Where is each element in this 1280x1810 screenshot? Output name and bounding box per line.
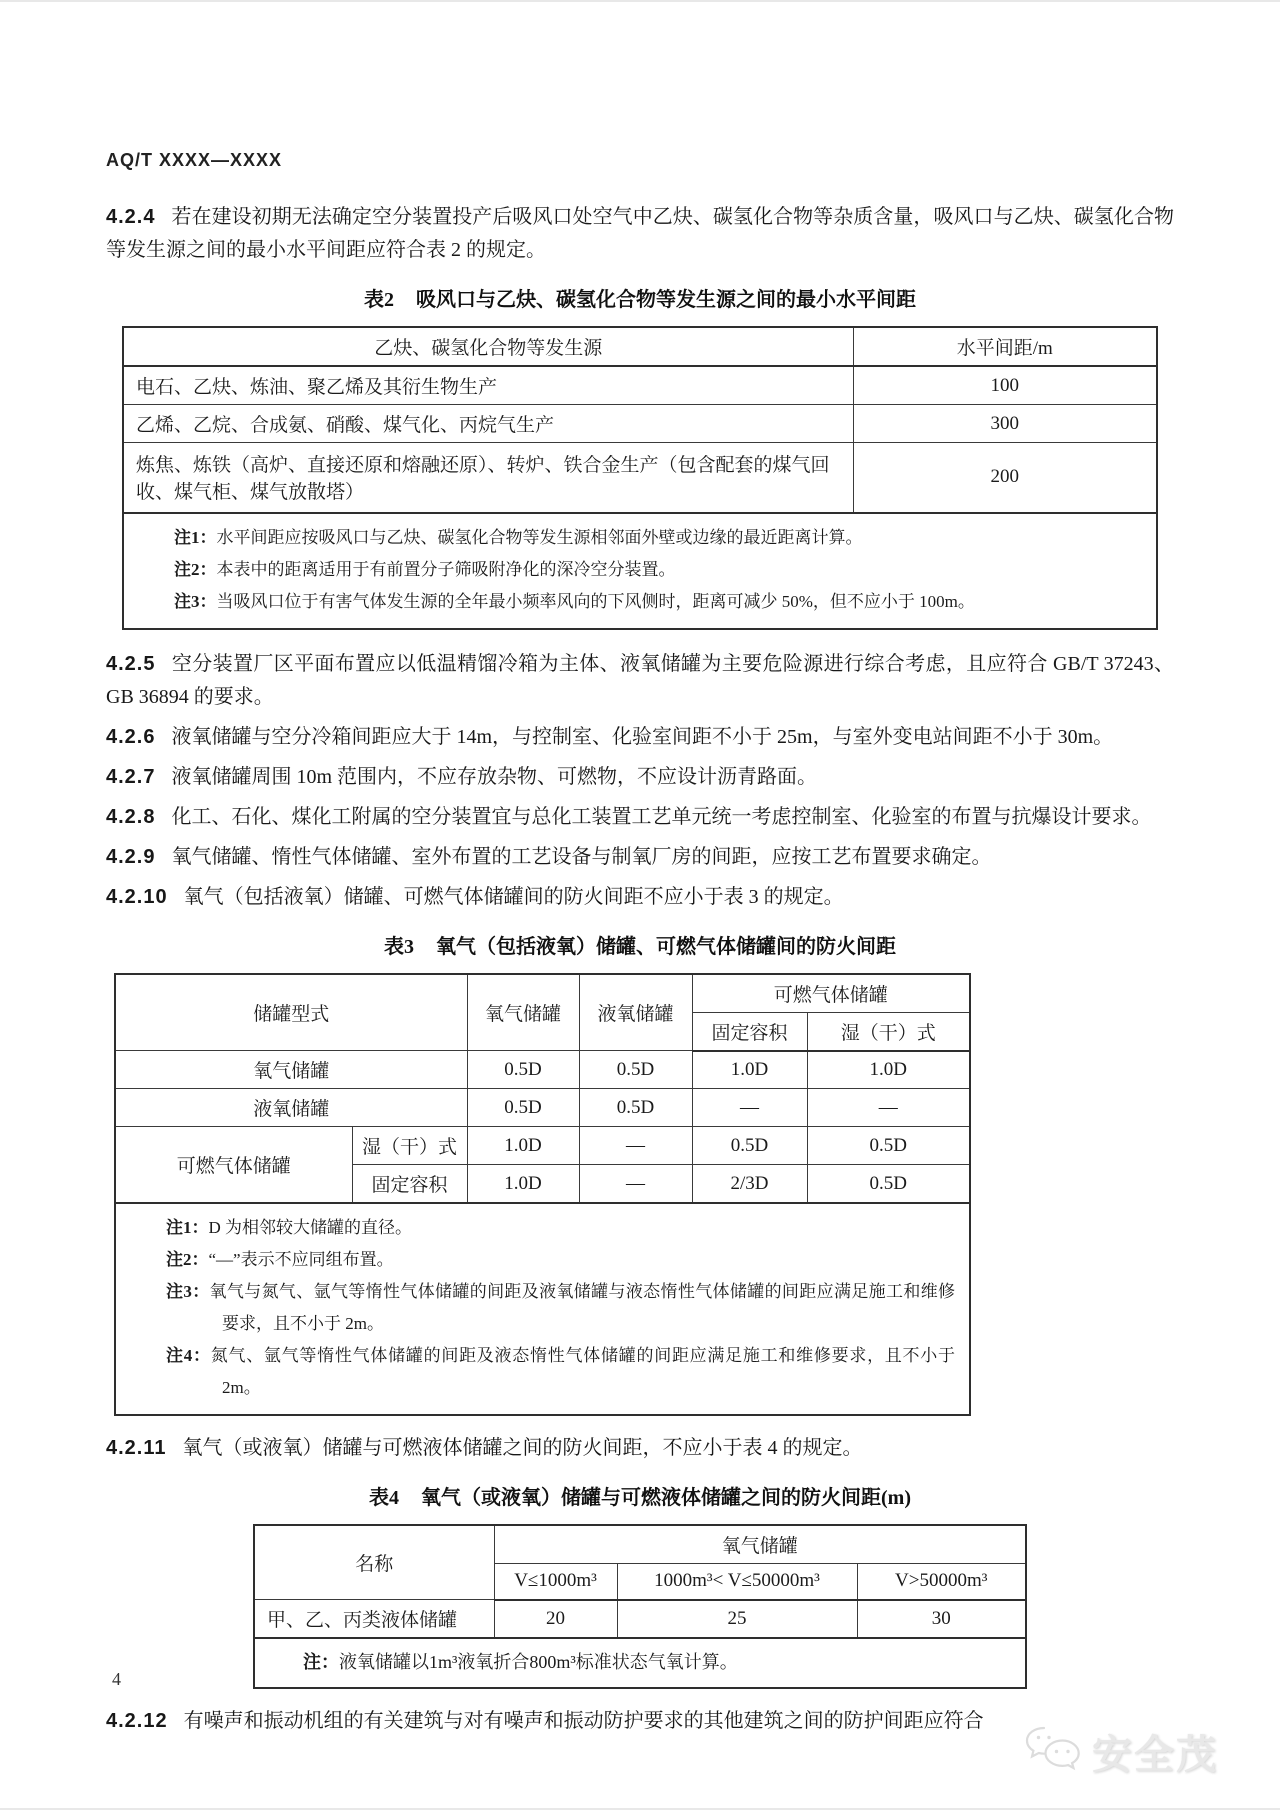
- paragraph-4-2-11: [106, 1432, 1174, 1465]
- table-header-cell: 水平间距/m: [853, 327, 1157, 366]
- table-cell: 甲、乙、丙类液体储罐: [254, 1600, 494, 1639]
- watermark-text: 安全茂: [1092, 1732, 1218, 1777]
- table-note: 注2：本表中的距离适用于有前置分子筛吸附净化的深冷空分装置。: [174, 559, 676, 579]
- paragraph-4-2-10: [106, 881, 1174, 914]
- table3-title-label: 表3: [384, 935, 414, 958]
- table-cell: 0.5D: [579, 1051, 692, 1089]
- table-cell: 电石、乙炔、炼油、聚乙烯及其衍生物生产: [123, 366, 853, 405]
- section-text: 有噪声和振动机组的有关建筑与对有噪声和振动防护要求的其他建筑之间的防护间距应符合: [183, 1710, 984, 1732]
- table-row: [115, 1051, 970, 1089]
- paragraph-4-2-12: [106, 1705, 1174, 1738]
- table-header-cell: 名称: [254, 1525, 494, 1600]
- table-cell: 300: [853, 405, 1157, 443]
- section-text: 氧气（或液氧）储罐与可燃液体储罐之间的防火间距，不应小于表 4 的规定。: [182, 1437, 863, 1459]
- table-cell: 100: [853, 366, 1157, 405]
- table-cell: 0.5D: [692, 1127, 807, 1165]
- table-cell: 1.0D: [692, 1051, 807, 1089]
- table-cell: —: [579, 1165, 692, 1204]
- section-number: 4.2.10: [106, 885, 168, 908]
- table-cell: 可燃气体储罐: [115, 1127, 352, 1204]
- paragraph-4-2-7: [106, 761, 1174, 794]
- table-header-cell: 氧气储罐: [467, 974, 579, 1051]
- table-notes: [123, 513, 1157, 629]
- table2-title-label: 表2: [364, 289, 394, 311]
- table-header-cell: 液氧储罐: [579, 974, 692, 1051]
- page-number: 4: [112, 1669, 121, 1689]
- table-cell: 25: [617, 1600, 857, 1639]
- table-note: 注2：“—”表示不应同组布置。: [166, 1250, 394, 1269]
- table-cell: —: [579, 1127, 692, 1165]
- table-row: [123, 366, 1157, 405]
- table-header-row: [115, 974, 970, 1013]
- table4-title-text: 氧气（或液氧）储罐与可燃液体储罐之间的防火间距(m): [421, 1487, 911, 1509]
- table4-title-label: 表4: [369, 1487, 399, 1509]
- section-number: 4.2.6: [106, 725, 156, 748]
- table-cell: 0.5D: [467, 1051, 579, 1089]
- table-row: [115, 1089, 970, 1127]
- paragraph-4-2-5: [106, 648, 1174, 714]
- section-text: 若在建设初期无法确定空分装置投产后吸风口处空气中乙炔、碳氢化合物等杂质含量，吸风口与乙炔、碳氢化合物等发生源之间的最小水平间距应符合表 2 的规定。: [106, 206, 1174, 261]
- table-note: 注3：当吸风口位于有害气体发生源的全年最小频率风向的下风侧时，距离可减少 50%，但不应小于 100m。: [174, 591, 975, 611]
- table-cell: 0.5D: [807, 1127, 970, 1165]
- table-note: 注3：氧气与氮气、氩气等惰性气体储罐的间距及液氧储罐与液态惰性气体储罐的间距应满足施工和维修要求，且不小于 2m。: [166, 1282, 956, 1333]
- table-header-cell: 1000m³< V≤50000m³: [617, 1564, 857, 1600]
- table-notes: [254, 1638, 1026, 1688]
- table-cell: 湿（干）式: [352, 1127, 467, 1165]
- table-header-cell: V>50000m³: [857, 1564, 1026, 1600]
- document-code-header: AQ/T XXXX—XXXX: [106, 150, 283, 170]
- table-note: 注1：D 为相邻较大储罐的直径。: [166, 1218, 413, 1237]
- table3: [114, 973, 971, 1417]
- table-cell: 1.0D: [467, 1127, 579, 1165]
- table-cell: 液氧储罐: [115, 1089, 467, 1127]
- table-header-cell: 湿（干）式: [807, 1012, 970, 1051]
- wechat-icon: [1024, 1725, 1082, 1778]
- table2-title-text: 吸风口与乙炔、碳氢化合物等发生源之间的最小水平间距: [416, 289, 916, 311]
- table-cell: —: [807, 1089, 970, 1127]
- table4: [253, 1524, 1027, 1689]
- table-row: [123, 443, 1157, 513]
- section-text: 空分装置厂区平面布置应以低温精馏冷箱为主体、液氧储罐为主要危险源进行综合考虑，且应符合 GB/T 37243、GB 36894 的要求。: [106, 652, 1174, 708]
- table-row: [254, 1600, 1026, 1639]
- table-notes-row: [254, 1638, 1026, 1688]
- table-cell: 固定容积: [352, 1165, 467, 1204]
- table-notes: [115, 1203, 970, 1415]
- section-number: 4.2.11: [106, 1437, 167, 1459]
- table-note: 注：液氧储罐以1m³液氧折合800m³标准状态气氧计算。: [303, 1652, 738, 1672]
- table-notes-row: [115, 1203, 970, 1415]
- table-cell: 0.5D: [467, 1089, 579, 1127]
- table-cell: —: [692, 1089, 807, 1127]
- table-header-cell: V≤1000m³: [494, 1564, 617, 1600]
- paragraph-4-2-6: [106, 721, 1174, 754]
- table-header-row: [123, 327, 1157, 366]
- table-cell: 20: [494, 1600, 617, 1639]
- table-cell: 乙烯、乙烷、合成氨、硝酸、煤气化、丙烷气生产: [123, 405, 853, 443]
- table2-title: [106, 283, 1174, 312]
- table-cell: 2/3D: [692, 1165, 807, 1204]
- paragraph-4-2-4: [106, 201, 1174, 267]
- section-text: 氧气储罐、惰性气体储罐、室外布置的工艺设备与制氧厂房的间距，应按工艺布置要求确定。: [171, 845, 992, 868]
- table-header-row: [254, 1525, 1026, 1564]
- paragraph-4-2-8: [106, 801, 1174, 834]
- paragraph-4-2-9: [106, 841, 1174, 874]
- table-cell: 200: [853, 443, 1157, 513]
- table-notes-row: [123, 513, 1157, 629]
- section-text: 液氧储罐与空分冷箱间距应大于 14m，与控制室、化验室间距不小于 25m，与室外变电站间距不小于 30m。: [171, 725, 1114, 748]
- table-row: [123, 405, 1157, 443]
- table-header-cell: 可燃气体储罐: [692, 974, 970, 1013]
- section-number: 4.2.5: [106, 652, 156, 675]
- section-text: 化工、石化、煤化工附属的空分装置宜与总化工装置工艺单元统一考虑控制室、化验室的布置与抗爆设计要求。: [171, 805, 1152, 828]
- table-header-cell: 氧气储罐: [494, 1525, 1026, 1564]
- section-text: 液氧储罐周围 10m 范围内，不应存放杂物、可燃物，不应设计沥青路面。: [171, 765, 818, 788]
- table-header-cell: 固定容积: [692, 1012, 807, 1051]
- table-cell: 0.5D: [579, 1089, 692, 1127]
- section-number: 4.2.8: [106, 805, 156, 828]
- table4-title: [106, 1481, 1174, 1510]
- table-cell: 氧气储罐: [115, 1051, 467, 1089]
- table-header-cell: 乙炔、碳氢化合物等发生源: [123, 327, 853, 366]
- table-note: 注4：氮气、氩气等惰性气体储罐的间距及液态惰性气体储罐的间距应满足施工和维修要求，且不小于 2m。: [166, 1346, 956, 1397]
- section-text: 氧气（包括液氧）储罐、可燃气体储罐间的防火间距不应小于表 3 的规定。: [183, 885, 844, 908]
- table3-title: [106, 930, 1174, 959]
- section-number: 4.2.7: [106, 765, 156, 788]
- section-number: 4.2.9: [106, 845, 156, 868]
- section-number: 4.2.4: [106, 206, 156, 228]
- document-content: [0, 2, 1280, 1738]
- table2: [122, 326, 1158, 630]
- table-cell: 1.0D: [807, 1051, 970, 1089]
- table-cell: 0.5D: [807, 1165, 970, 1204]
- section-number: 4.2.12: [106, 1710, 168, 1732]
- table-note: 注1：水平间距应按吸风口与乙炔、碳氢化合物等发生源相邻面外壁或边缘的最近距离计算。: [174, 527, 863, 547]
- table-cell: 30: [857, 1600, 1026, 1639]
- table-cell: 1.0D: [467, 1165, 579, 1204]
- watermark: [1024, 1723, 1218, 1780]
- table-row: [115, 1127, 970, 1165]
- table-cell: 炼焦、炼铁（高炉、直接还原和熔融还原）、转炉、铁合金生产（包含配套的煤气回收、煤气柜、煤气放散塔）: [123, 443, 853, 513]
- table-header-cell: 储罐型式: [115, 974, 467, 1051]
- table3-title-text: 氧气（包括液氧）储罐、可燃气体储罐间的防火间距: [436, 935, 896, 958]
